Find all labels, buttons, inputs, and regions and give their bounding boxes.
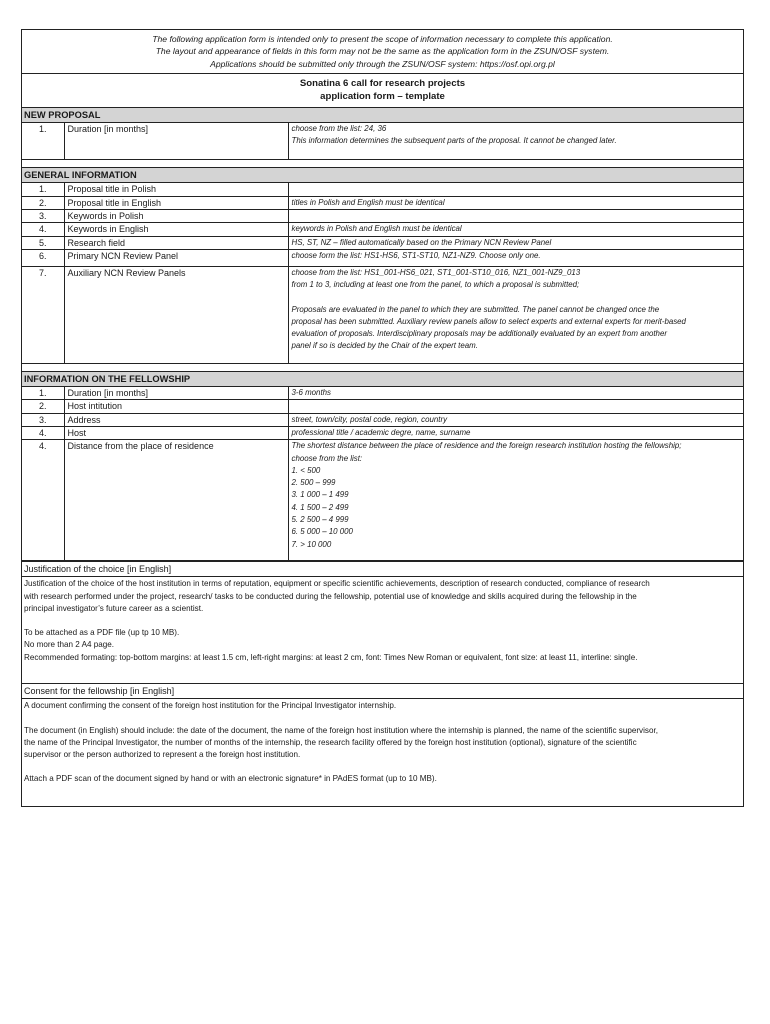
row-note[interactable]: choose form the list: HS1-HS6, ST1-ST10, NZ1-NZ9. Choose only one. xyxy=(288,249,743,266)
text-line: with research performed under the project, research/ tasks to be conducted during the fellowship, potential use of knowledge and skills acquired during the fellowship in the xyxy=(24,591,637,601)
row-number: 3. xyxy=(22,413,64,426)
text-line: Justification of the choice of the host institution in terms of reputation, equipment or specific scientific achievements, description of research conducted, compliance of research xyxy=(24,579,650,589)
note-line: panel if so is decided by the Chair of the expert team. xyxy=(291,341,478,351)
consent-text[interactable] xyxy=(22,699,743,806)
justification-text[interactable] xyxy=(22,577,743,684)
row-label: Auxiliary NCN Review Panels xyxy=(64,266,288,363)
row-note[interactable]: 3-6 months xyxy=(288,387,743,400)
table-row xyxy=(22,210,743,223)
intro-line: The following application form is intended only to present the scope of information necessary to complete this application. xyxy=(152,34,613,44)
table-row xyxy=(22,249,743,266)
text-line: principal investigator’s future career as a scientist. xyxy=(24,603,204,613)
justification-block xyxy=(22,561,743,684)
intro-notice xyxy=(22,30,743,74)
note-line: choose from the list: HS1_001-HS6_021, ST1_001-ST10_016, NZ1_001-NZ9_013 xyxy=(291,267,581,277)
application-form-sheet xyxy=(21,29,744,807)
row-label: Address xyxy=(64,413,288,426)
row-note[interactable] xyxy=(288,440,743,561)
row-number: 1. xyxy=(22,387,64,400)
row-number: 6. xyxy=(22,249,64,266)
row-note[interactable] xyxy=(288,210,743,223)
text-line: The document (in English) should include: the date of the document, the name of the foreign host institution where the internship is planned, the name of the scientific supervisor, xyxy=(24,725,658,735)
table-row xyxy=(22,413,743,426)
text-line: Attach a PDF scan of the document signed by hand or with an electronic signature* in PAdES format (up to 10 MB). xyxy=(24,774,437,784)
table-row xyxy=(22,266,743,363)
note-line: proposal has been submitted. Auxiliary review panels allow to select experts and external experts for merit-based xyxy=(291,316,686,326)
row-label: Duration [in months] xyxy=(64,123,288,160)
table-row xyxy=(22,440,743,561)
note-gap xyxy=(292,292,741,304)
consent-heading: Consent for the fellowship [in English] xyxy=(22,684,743,699)
row-number: 2. xyxy=(22,400,64,413)
consent-block xyxy=(22,684,743,806)
note-line: 7. > 10 000 xyxy=(291,539,332,549)
row-number: 3. xyxy=(22,210,64,223)
spacer xyxy=(22,160,743,168)
row-number: 4. xyxy=(22,440,64,561)
justification-heading: Justification of the choice [in English] xyxy=(22,562,743,577)
table-row xyxy=(22,387,743,400)
text-line: A document confirming the consent of the foreign host institution for the Principal Investigator internship. xyxy=(24,701,397,711)
section-heading-new-proposal: NEW PROPOSAL xyxy=(22,108,743,123)
table-row xyxy=(22,196,743,209)
fellowship-table xyxy=(22,387,743,561)
note-line: evaluation of proposals. Interdisciplinary proposals may be additionally evaluated by an expert from another xyxy=(291,329,667,339)
note-line: The shortest distance between the place of residence and the foreign research institution hosting the fellowship; xyxy=(291,441,682,451)
form-title-line: application form – template xyxy=(320,91,445,103)
row-label: Distance from the place of residence xyxy=(64,440,288,561)
row-label: Duration [in months] xyxy=(64,387,288,400)
text-line: the name of the Principal Investigator, the number of months of the internship, the research facility offered by the foreign host institution (optional), signature of the scientific xyxy=(24,737,637,747)
text-line: No more than 2 A4 page. xyxy=(24,640,114,650)
table-row xyxy=(22,183,743,196)
section-heading-fellowship: INFORMATION ON THE FELLOWSHIP xyxy=(22,372,743,387)
note-line: 6. 5 000 – 10 000 xyxy=(291,527,353,537)
form-title-line: Sonatina 6 call for research projects xyxy=(299,77,466,89)
form-title xyxy=(22,74,743,108)
note-line: 1. < 500 xyxy=(291,465,321,475)
note-line: choose from the list: xyxy=(291,453,363,463)
general-information-table xyxy=(22,183,743,364)
section-heading-general-information: GENERAL INFORMATION xyxy=(22,168,743,183)
row-number: 4. xyxy=(22,426,64,439)
row-number: 1. xyxy=(22,123,64,160)
row-note[interactable] xyxy=(288,123,743,160)
row-label: Proposal title in English xyxy=(64,196,288,209)
text-gap xyxy=(24,713,741,725)
text-gap xyxy=(24,615,741,627)
note-line: Proposals are evaluated in the panel to which they are submitted. The panel cannot be changed once the xyxy=(291,304,660,314)
intro-line: The layout and appearance of fields in this form may not be the same as the application form in the ZSUN/OSF system. xyxy=(155,46,610,57)
note-line: 4. 1 500 – 2 499 xyxy=(291,502,349,512)
note-line: 5. 2 500 – 4 999 xyxy=(291,515,349,525)
row-label: Host xyxy=(64,426,288,439)
row-label: Proposal title in Polish xyxy=(64,183,288,196)
row-note[interactable]: keywords in Polish and English must be identical xyxy=(288,223,743,236)
text-line: To be attached as a PDF file (up tp 10 MB). xyxy=(24,628,180,638)
note-line: 3. 1 000 – 1 499 xyxy=(291,490,349,500)
row-note[interactable] xyxy=(288,400,743,413)
text-line: Recommended formating: top-bottom margins: at least 1.5 cm, left-right margins: at least 2 cm, font: Times New Roman or equivalent, font size: at least 11, interline: single. xyxy=(24,652,638,662)
row-label: Primary NCN Review Panel xyxy=(64,249,288,266)
table-row xyxy=(22,123,743,160)
text-line: supervisor or the person authorized to represent a the foreign host institution. xyxy=(24,750,301,760)
row-note[interactable] xyxy=(288,266,743,363)
note-line: 2. 500 – 999 xyxy=(291,478,336,488)
row-label: Host intitution xyxy=(64,400,288,413)
row-label: Keywords in English xyxy=(64,223,288,236)
table-row xyxy=(22,223,743,236)
row-number: 4. xyxy=(22,223,64,236)
row-label: Keywords in Polish xyxy=(64,210,288,223)
row-number: 1. xyxy=(22,183,64,196)
note-line: from 1 to 3, including at least one from the panel, to which a proposal is submitted; xyxy=(291,280,580,290)
new-proposal-table xyxy=(22,123,743,161)
row-note[interactable]: street, town/city, postal code, region, country xyxy=(288,413,743,426)
row-number: 2. xyxy=(22,196,64,209)
table-row xyxy=(22,426,743,439)
row-number: 5. xyxy=(22,236,64,249)
table-row xyxy=(22,400,743,413)
row-note[interactable]: HS, ST, NZ – filled automatically based on the Primary NCN Review Panel xyxy=(288,236,743,249)
row-note[interactable]: titles in Polish and English must be identical xyxy=(288,196,743,209)
row-note[interactable] xyxy=(288,183,743,196)
note-line: This information determines the subsequent parts of the proposal. It cannot be changed later. xyxy=(291,136,617,146)
intro-line: Applications should be submitted only through the ZSUN/OSF system: https://osf.opi.org.pl xyxy=(210,58,555,69)
row-label: Research field xyxy=(64,236,288,249)
note-line: choose from the list: 24, 36 xyxy=(291,123,387,133)
table-row xyxy=(22,236,743,249)
text-gap xyxy=(24,761,741,773)
spacer xyxy=(22,364,743,372)
row-number: 7. xyxy=(22,266,64,363)
row-note[interactable]: professional title / academic degre, name, surname xyxy=(288,426,743,439)
